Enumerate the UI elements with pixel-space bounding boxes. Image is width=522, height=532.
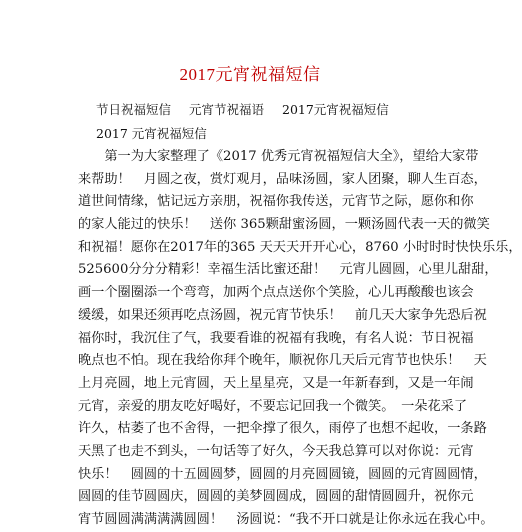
body-line: 元宵，亲爱的朋友吃好喝好，不要忘记回我一个微笑。 一朵花采了: [78, 398, 468, 414]
tag-link[interactable]: 元宵节祝福语: [189, 102, 265, 117]
body-line: 第一为大家整理了《2017 优秀元宵祝福短信大全》，望给大家带: [78, 149, 479, 164]
body-line: 来帮助！ 月圆之夜，赏灯观月，品味汤圆，家人团聚，聊人生百态，: [78, 171, 487, 187]
body-line: 的家人能过的快乐！ 送你 365颗甜蜜汤圆，一颗汤圆代表一天的微笑: [78, 217, 490, 233]
body-line: 宵节圆圆满满满满圆圆！ 汤圆说：“我不开口就是让你永远在我心中。: [78, 512, 494, 527]
body-line: 福你时，我沉住了气，我要看谁的祝福有我晚，有名人说：节日祝福: [78, 330, 474, 346]
document-title: 2017元宵祝福短信: [179, 65, 321, 84]
tag-link[interactable]: 节日祝福短信: [96, 102, 172, 117]
body-line: 缓缓，如果还须再吃点汤圆，祝元宵节快乐！ 前几天大家争先恐后祝: [78, 307, 487, 323]
article-body: [78, 146, 522, 532]
body-line: 圆圆的佳节圆圆庆，圆圆的美梦圆圆成，圆圆的甜情圆圆升，祝你元: [78, 489, 474, 505]
body-line: 525600分分分精彩！幸福生活比蜜还甜！ 元宵儿圆圆，心里儿甜甜，: [78, 262, 498, 278]
body-line: 上月亮圆，地上元宵圆，天上星星亮，又是一年新春到，又是一年闹: [78, 375, 474, 391]
section-subtitle: 2017 元宵祝福短信: [96, 126, 207, 141]
tag-link[interactable]: 2017元宵祝福短信: [282, 102, 389, 117]
tag-list: [96, 100, 403, 118]
body-line: 许久，枯萎了也不舍得，一把伞撑了很久，雨停了也想不起收，一条路: [78, 421, 487, 437]
body-line: 画一个圈圈添一个弯弯，加两个点点送你个笑脸，心儿再酸酸也该会: [78, 285, 474, 301]
body-line: 和祝福！愿你在2017年的365 天天天开开心心，8760 小时时时快快乐乐，: [78, 239, 522, 255]
body-line: 晚点也不怕。现在我给你拜个晚年，顺祝你几天后元宵节也快乐！ 天: [78, 353, 487, 369]
body-line: 天黑了也走不到头，一句话等了好久，今天我总算可以对你说：元宵: [78, 443, 474, 459]
body-line: 道世间情缘，惦记远方亲朋，祝福你我传送，元宵节之际，愿你和你: [78, 194, 474, 210]
body-line: 快乐！ 圆圆的十五圆圆梦，圆圆的月亮圆圆镜，圆圆的元宵圆圆情，: [78, 466, 487, 482]
